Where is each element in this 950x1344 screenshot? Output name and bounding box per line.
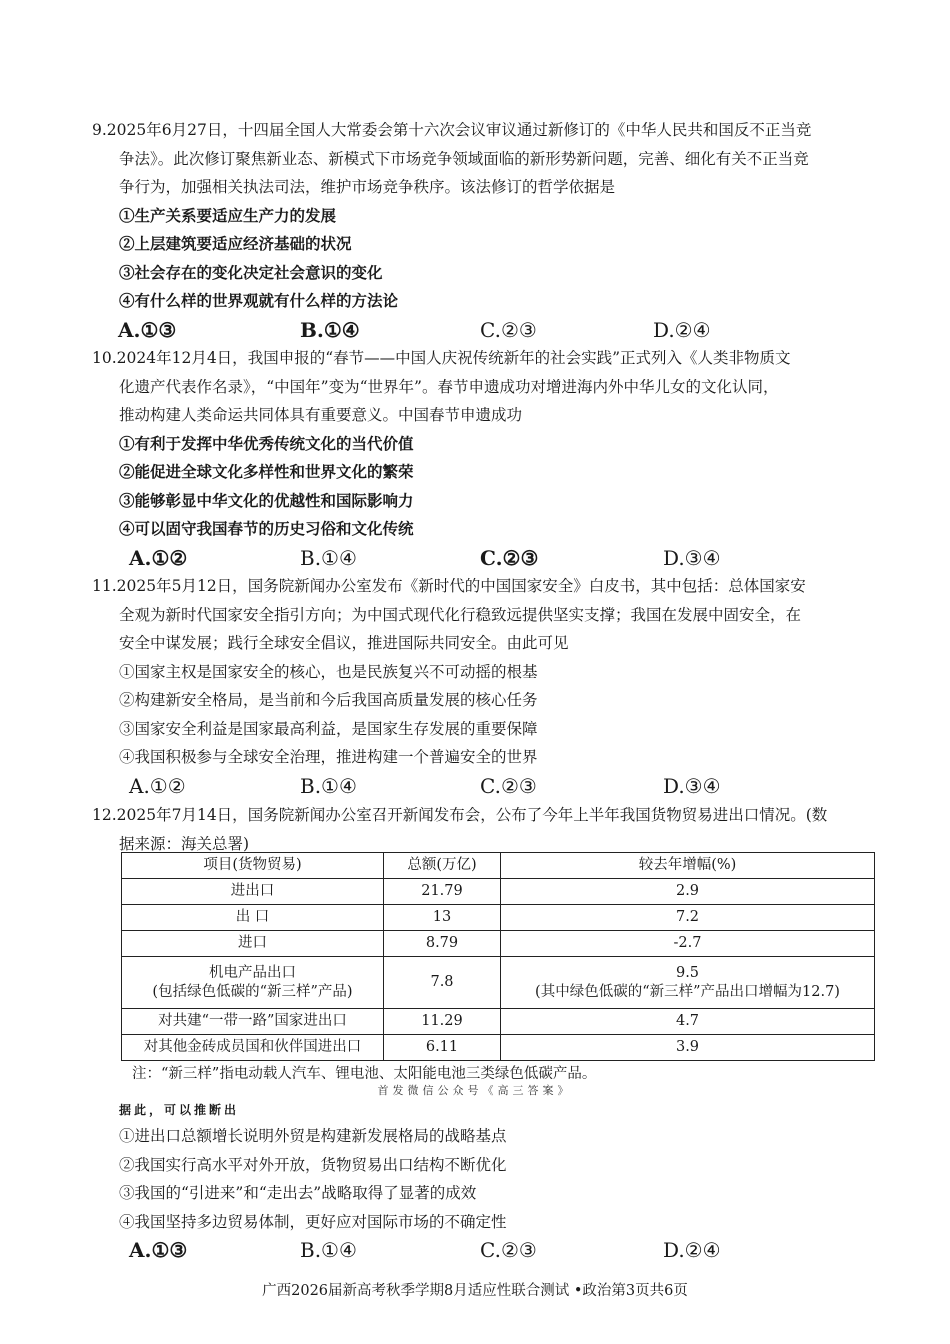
question-12 xyxy=(92,801,877,858)
table-note: 注：“新三样”指电动载人汽车、锂电池、太阳能电池三类绿色低碳产品。 xyxy=(132,1066,597,1082)
choice-d[interactable]: D.②④ xyxy=(663,1238,721,1262)
question-10-stem-line-2: 化遗产代表作名录》，“中国年”变为“世界年”。春节申遗成功对增进海内外中华儿女的文化认同， xyxy=(119,377,779,396)
option-4: ④可以固守我国春节的历史习俗和文化传统 xyxy=(119,519,414,538)
choice-c[interactable]: C.②③ xyxy=(480,317,537,342)
table-row xyxy=(122,1035,875,1061)
question-10-stem-line-1: 10.2024年12月4日，我国申报的“春节——中国人庆祝传统新年的社会实践”正式列入《人类非物质文 xyxy=(92,349,791,367)
option-3: ③社会存在的变化决定社会意识的变化 xyxy=(119,262,383,282)
choice-d[interactable]: D.②④ xyxy=(653,317,711,342)
option-1: ①生产关系要适应生产力的发展 xyxy=(119,205,337,225)
table-cell: 8.79 xyxy=(384,931,501,957)
option-1: ①有利于发挥中华优秀传统文化的当代价值 xyxy=(119,433,414,453)
question-11-stem-line-3: 安全中谋发展；践行全球安全倡议，推进国际共同安全。由此可见 xyxy=(119,634,569,652)
table-cell: 对共建“一带一路”国家进出口 xyxy=(122,1009,384,1035)
table-row xyxy=(122,879,875,905)
question-11-stem-line-1: 11.2025年5月12日，国务院新闻办公室发布《新时代的中国国家安全》白皮书，其中包括：总体国家安 xyxy=(92,577,806,595)
table-cell: 7.8 xyxy=(384,957,501,1009)
table-cell: 4.7 xyxy=(501,1009,875,1035)
table-header: 总额(万亿) xyxy=(384,853,501,879)
table-cell: 出 口 xyxy=(122,905,384,931)
question-number: 11. xyxy=(92,577,117,595)
table-row xyxy=(122,1009,875,1035)
lead-text: 据此，可以推断出 xyxy=(119,1103,240,1117)
choice-b[interactable]: B.①④ xyxy=(300,1238,357,1262)
choice-a[interactable]: A.①③ xyxy=(118,317,177,342)
table-cell: 11.29 xyxy=(384,1009,501,1035)
question-9-stem-line-2: 争法》。此次修订聚焦新业态、新模式下市场竞争领域面临的新形势新问题，完善、细化有关不正当竞 xyxy=(119,149,809,168)
table-row xyxy=(122,931,875,957)
question-11 xyxy=(92,572,877,802)
question-number: 10. xyxy=(92,349,117,367)
table-header-row xyxy=(122,853,875,879)
question-12-options xyxy=(92,1098,877,1266)
choice-a[interactable]: A.①③ xyxy=(129,1238,188,1262)
question-12-stem-line-2: 据来源：海关总署) xyxy=(119,834,250,853)
table-row xyxy=(122,957,875,1009)
option-3: ③我国的“引进来”和“走出去”战略取得了显著的成效 xyxy=(119,1184,477,1202)
option-2: ②上层建筑要适应经济基础的状况 xyxy=(119,234,352,253)
table-header: 项目(货物贸易) xyxy=(122,853,384,879)
table-cell: 13 xyxy=(384,905,501,931)
table-cell: 机电产品出口 (包括绿色低碳的“新三样”产品) xyxy=(122,957,384,1009)
option-2: ②构建新安全格局，是当前和今后我国高质量发展的核心任务 xyxy=(119,691,538,709)
choice-c[interactable]: C.②③ xyxy=(480,773,537,798)
question-number: 12. xyxy=(92,806,117,824)
question-number: 9. xyxy=(92,121,107,139)
table-cell: 对其他金砖成员国和伙伴国进出口 xyxy=(122,1035,384,1061)
choice-a[interactable]: A.①② xyxy=(129,773,186,798)
question-10-stem-line-3: 推动构建人类命运共同体具有重要意义。中国春节申遗成功 xyxy=(119,406,523,424)
table-cell: 7.2 xyxy=(501,905,875,931)
choice-b[interactable]: B.①④ xyxy=(300,545,357,570)
option-2: ②能促进全球文化多样性和世界文化的繁荣 xyxy=(119,462,414,481)
table-row xyxy=(122,905,875,931)
answer-choices xyxy=(118,772,877,802)
table-cell: 进口 xyxy=(122,931,384,957)
table-cell: 21.79 xyxy=(384,879,501,905)
answer-choices xyxy=(118,1236,877,1266)
table-cell: 进出口 xyxy=(122,879,384,905)
choice-b[interactable]: B.①④ xyxy=(300,317,360,342)
option-1: ①进出口总额增长说明外贸是构建新发展格局的战略基点 xyxy=(119,1127,507,1145)
choice-d[interactable]: D.③④ xyxy=(663,545,721,570)
option-4: ④我国坚持多边贸易体制，更好应对国际市场的不确定性 xyxy=(119,1212,507,1231)
table-cell: 6.11 xyxy=(384,1035,501,1061)
table-header: 较去年增幅(%) xyxy=(501,853,875,879)
question-9-stem-line-3: 争行为，加强相关执法司法，维护市场竞争秩序。该法修订的哲学依据是 xyxy=(119,178,616,196)
choice-b[interactable]: B.①④ xyxy=(300,773,357,798)
option-1: ①国家主权是国家安全的核心，也是民族复兴不可动摇的根基 xyxy=(119,662,538,681)
answer-choices xyxy=(118,316,877,346)
question-11-stem-line-2: 全观为新时代国家安全指引方向；为中国式现代化行稳致远提供坚实支撑；我国在发展中固安全，在 xyxy=(119,605,802,624)
page-footer: 广西2026届新高考秋季学期8月适应性联合测试 •政治第3页共6页 xyxy=(262,1283,688,1299)
choice-a[interactable]: A.①② xyxy=(129,545,188,570)
option-2: ②我国实行高水平对外开放，货物贸易出口结构不断优化 xyxy=(119,1155,507,1174)
table-cell: 3.9 xyxy=(501,1035,875,1061)
answer-choices xyxy=(118,544,877,574)
choice-c[interactable]: C.②③ xyxy=(480,545,539,570)
choice-c[interactable]: C.②③ xyxy=(480,1238,537,1262)
question-9 xyxy=(92,116,877,346)
trade-data-table xyxy=(121,852,875,1061)
table-cell: 9.5 (其中绿色低碳的“新三样”产品出口增幅为12.7) xyxy=(501,957,875,1009)
table-cell: -2.7 xyxy=(501,931,875,957)
question-10 xyxy=(92,344,877,574)
choice-d[interactable]: D.③④ xyxy=(663,773,721,798)
option-4: ④我国积极参与全球安全治理，推进构建一个普遍安全的世界 xyxy=(119,748,538,766)
table-cell: 2.9 xyxy=(501,879,875,905)
question-9-stem-line-1: 9.2025年6月27日，十四届全国人大常委会第十六次会议审议通过新修订的《中华人民共和国反不正当竞 xyxy=(92,121,812,139)
option-3: ③国家安全利益是国家最高利益，是国家生存发展的重要保障 xyxy=(119,719,538,738)
option-3: ③能够彰显中华文化的优越性和国际影响力 xyxy=(119,490,414,510)
watermark-text: 首发微信公众号《高三答案》 xyxy=(377,1084,573,1097)
option-4: ④有什么样的世界观就有什么样的方法论 xyxy=(119,291,399,310)
question-12-stem-line-1: 12.2025年7月14日，国务院新闻办公室召开新闻发布会，公布了今年上半年我国货物贸易进出口情况。(数 xyxy=(92,806,828,824)
